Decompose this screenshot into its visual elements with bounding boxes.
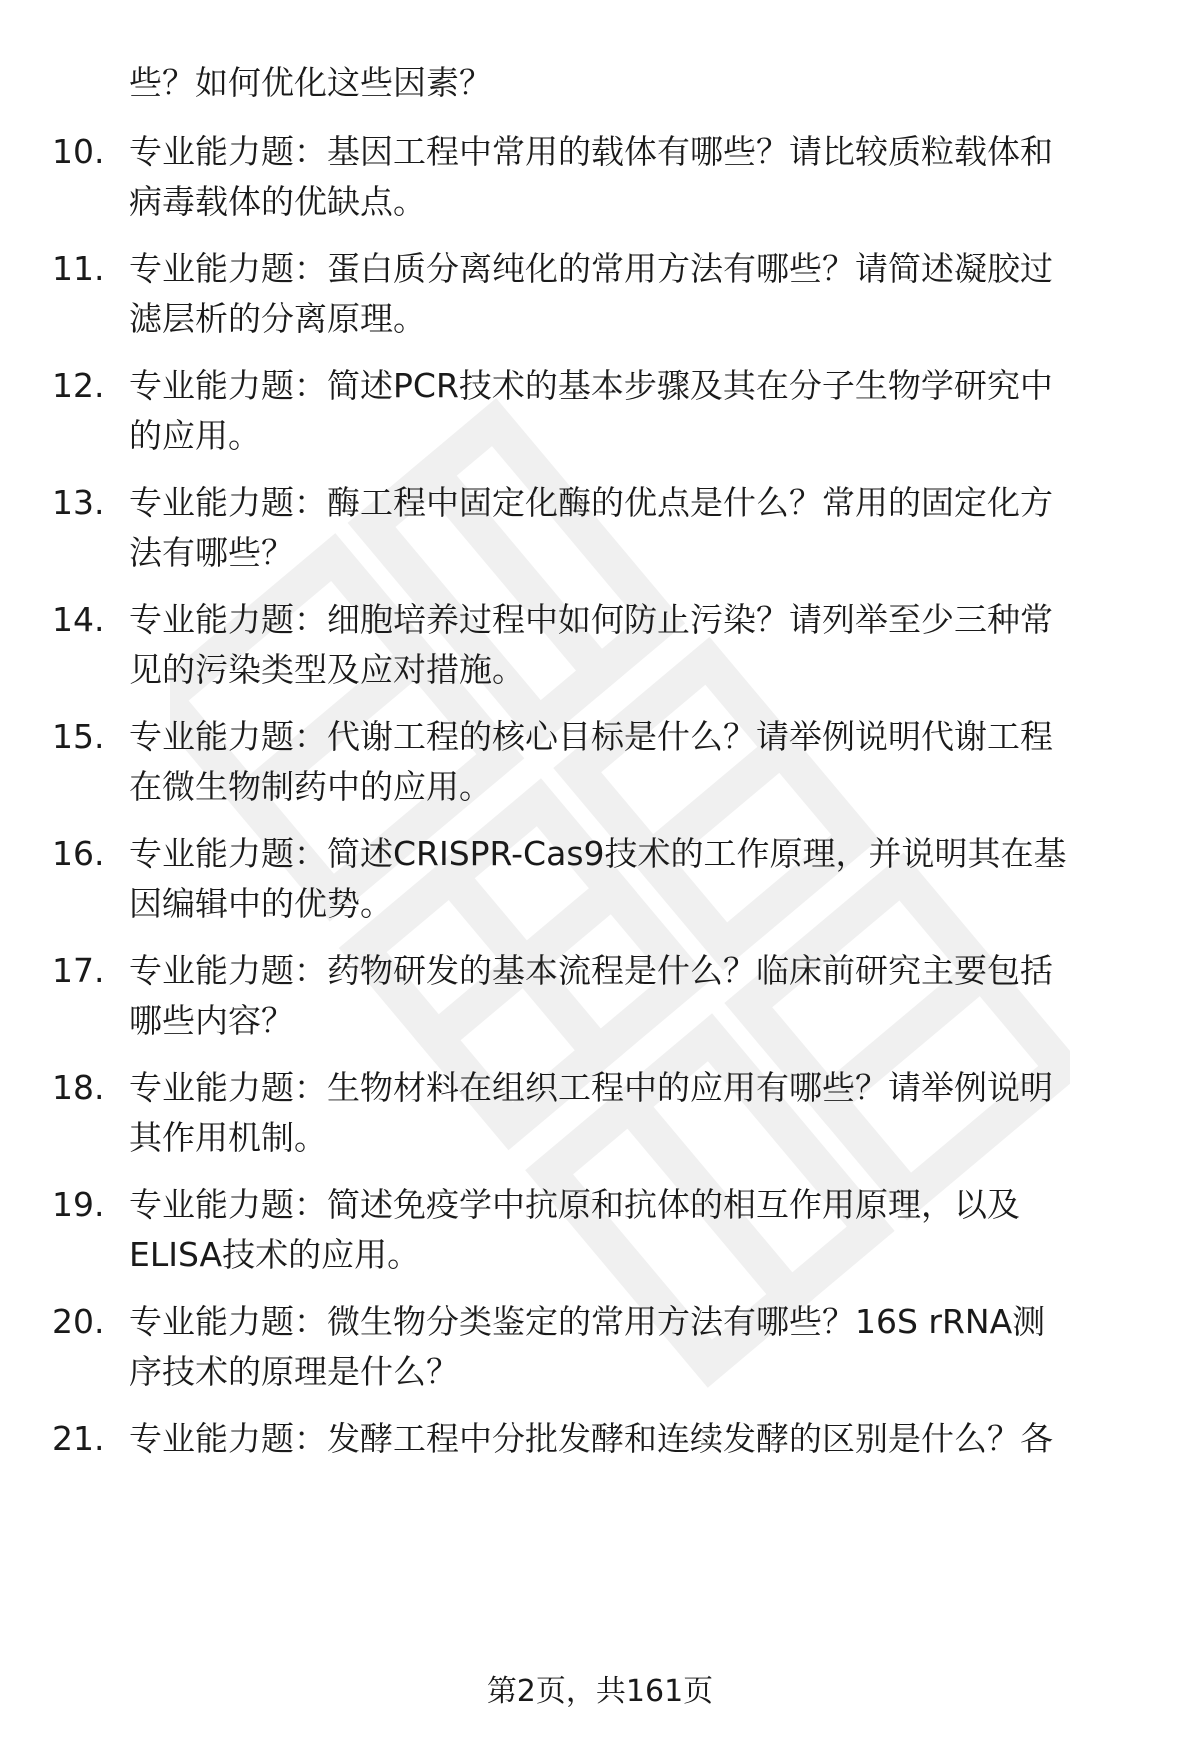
item-number: 19. [52,1185,105,1224]
item-text [129,712,1149,812]
item-text [129,1297,1149,1397]
item-text-line: 哪些内容？ [129,1001,294,1040]
item-text-line: 因编辑中的优势。 [129,884,393,923]
item-text [129,1063,1149,1163]
item-number: 17. [52,951,105,990]
item-text-line: 专业能力题：蛋白质分离纯化的常用方法有哪些？请简述凝胶过 [129,249,1053,288]
item-number: 12. [52,366,105,405]
item-number: 16. [52,834,105,873]
item-text [129,361,1149,461]
item-text [129,829,1149,929]
item-text-line: 专业能力题：微生物分类鉴定的常用方法有哪些？16S rRNA测 [129,1302,1046,1341]
item-number: 18. [52,1068,105,1107]
item-text [129,478,1149,578]
item-text-line: 滤层析的分离原理。 [129,299,426,338]
item-text-line: 其作用机制。 [129,1118,327,1157]
item-text-line: 专业能力题：生物材料在组织工程中的应用有哪些？请举例说明 [129,1068,1053,1107]
item-text [129,1180,1149,1280]
item-text-line: 专业能力题：简述PCR技术的基本步骤及其在分子生物学研究中 [129,366,1053,405]
item-number: 10. [52,132,105,171]
item-text-line: 病毒载体的优缺点。 [129,182,426,221]
item-text-line: 序技术的原理是什么？ [129,1352,459,1391]
item-text [129,595,1149,695]
item-number: 13. [52,483,105,522]
continued-text: 些？如何优化这些因素？ [129,63,492,102]
item-number: 20. [52,1302,105,1341]
item-number: 14. [52,600,105,639]
item-text [129,1414,1149,1464]
item-text [129,127,1149,227]
item-text [129,946,1149,1046]
page-footer: 第2页，共161页 [486,1674,714,1709]
item-text [129,244,1149,344]
item-text-line: 专业能力题：细胞培养过程中如何防止污染？请列举至少三种常 [129,600,1053,639]
item-number: 11. [52,249,105,288]
item-text-line: 专业能力题：代谢工程的核心目标是什么？请举例说明代谢工程 [129,717,1053,756]
item-number: 21. [52,1419,105,1458]
item-text-line: 在微生物制药中的应用。 [129,767,492,806]
item-text-line: 的应用。 [129,416,261,455]
item-text-line: 法有哪些？ [129,533,294,572]
item-text-line: 见的污染类型及应对措施。 [129,650,525,689]
item-text-line: 专业能力题：简述CRISPR-Cas9技术的工作原理，并说明其在基 [129,834,1067,873]
item-text-line: 专业能力题：简述免疫学中抗原和抗体的相互作用原理，以及 [129,1185,1020,1224]
item-text-line: 专业能力题：基因工程中常用的载体有哪些？请比较质粒载体和 [129,132,1053,171]
item-number: 15. [52,717,105,756]
item-text-line: 专业能力题：发酵工程中分批发酵和连续发酵的区别是什么？各 [129,1419,1053,1458]
item-text-line: 专业能力题：酶工程中固定化酶的优点是什么？常用的固定化方 [129,483,1053,522]
item-text-line: ELISA技术的应用。 [129,1235,421,1274]
item-text-line: 专业能力题：药物研发的基本流程是什么？临床前研究主要包括 [129,951,1053,990]
